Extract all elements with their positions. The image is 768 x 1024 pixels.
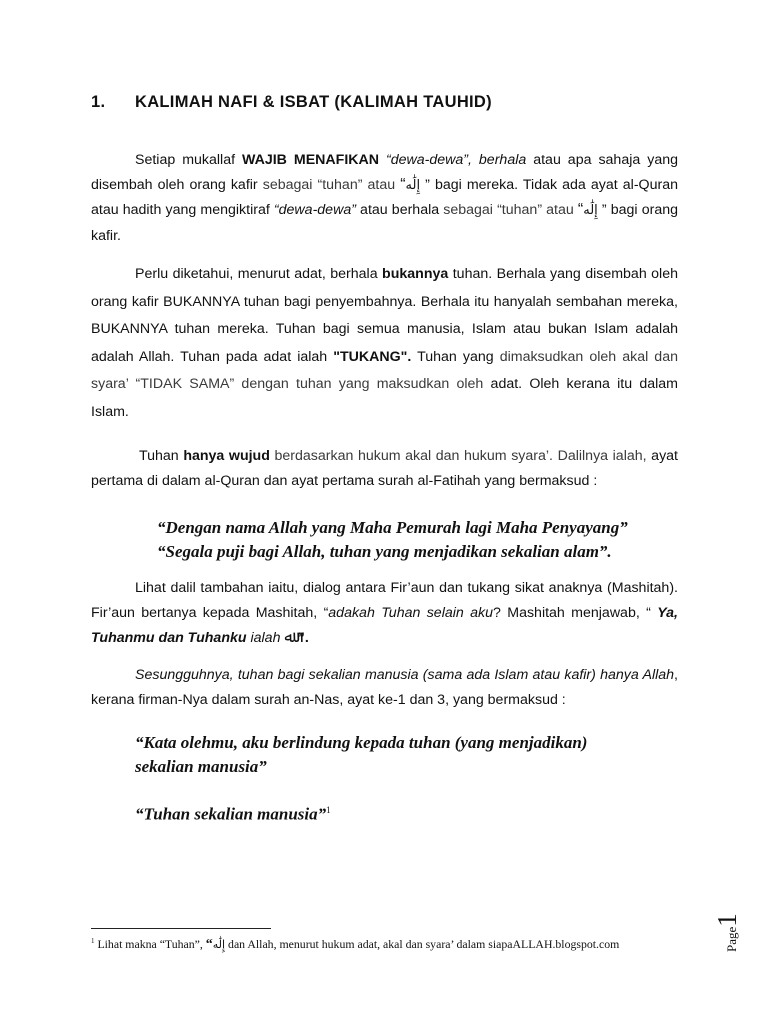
paragraph-4 <box>91 576 678 651</box>
page-number-marker <box>712 913 743 952</box>
p2-bold-bukannya: bukannya <box>382 266 449 282</box>
p1-text-k: sebagai “tuhan” atau <box>443 202 578 218</box>
quote-block-2 <box>135 731 587 779</box>
quote-an-nas-3: “Tuhan sekalian manusia” <box>135 804 327 824</box>
quote-an-nas-1-line2: sekalian manusia” <box>135 757 267 776</box>
p1-text-n: ” bagi orang kafir. <box>91 202 678 244</box>
section-title: KALIMAH NAFI & ISBAT (KALIMAH TAUHID) <box>135 93 492 111</box>
p4-text-c: ? Mashitah menjawab, “ <box>493 604 658 621</box>
p1-text-j: atau berhala <box>355 202 444 218</box>
p3-text-d: ayat pertama di dalam al-Quran dan ayat pertama surah al-Fatihah yang bermaksud : <box>91 448 678 489</box>
page-label: Page <box>724 926 739 952</box>
p4-text-a: Lihat dalil tambahan iaitu, dialog antara Fir’aun dan tukang sikat anaknya (Mashitah). Fir’aun bertanya kepada Mashitah, “ <box>91 580 678 621</box>
footnote-reference: 1 <box>326 805 331 815</box>
footnote-arabic-ilah: إِلَٰه <box>212 938 226 951</box>
p1-text-d: atau apa sahaja yang disembah oleh orang kafir <box>91 152 678 193</box>
paragraph-2 <box>91 261 678 426</box>
p1-bold-wajib: WAJIB MENAFIKAN <box>242 152 380 168</box>
p2-text-c: tuhan. Berhala yang disembah oleh orang kafir BUKANNYA tuhan bagi penyembahnya. Berhala itu hanyalah sembahan mereka, BUKANNYA tuhan mereka. Tuhan bagi semua manusia, Islam atau bukan Islam adalah adalah Allah. Tuhan pada adat ialah <box>91 266 678 365</box>
footnote-separator <box>91 928 271 929</box>
p4-italic-question: adakah Tuhan selain aku <box>328 604 494 621</box>
page-number: 1 <box>712 913 742 927</box>
p4-bold-italic-answer: Ya, Tuhanmu dan Tuhanku <box>91 604 678 646</box>
quote-block-1 <box>157 516 628 564</box>
p5-italic-text: Sesungguhnya, tuhan bagi sekalian manusia (sama ada Islam atau kafir) hanya Allah <box>135 667 675 683</box>
quote-block-3 <box>135 798 331 827</box>
quote-an-nas-1-line1: “Kata olehmu, aku berlindung kepada tuhan (yang menjadikan) <box>135 733 588 752</box>
p2-bold-tukang: "TUKANG". <box>333 348 412 365</box>
p3-bold-hanya-wujud: hanya wujud <box>183 448 270 464</box>
quote-hamdalah: “Segala puji bagi Allah, tuhan yang menjadikan sekalian alam”. <box>157 542 612 561</box>
p5-text-b: , kerana firman-Nya dalam surah an-Nas, ayat ke-1 dan 3, yang bermaksud : <box>91 667 678 708</box>
arabic-allah: ﷲ <box>284 627 294 646</box>
p2-text-a: Perlu diketahui, menurut adat, berhala <box>135 266 383 282</box>
p1-italic-dewa-2: “dewa-dewa” <box>273 202 356 218</box>
arabic-ilah-1: إِلَٰه <box>405 177 421 193</box>
footnote <box>91 937 619 953</box>
footnote-text-d: dan Allah, menurut hukum adat, akal dan syara’ dalam siapaALLAH.blogspot.com <box>225 937 620 951</box>
footnote-mark: 1 <box>91 937 95 946</box>
p1-text-h: ” bagi mereka. Tidak ada ayat al-Quran atau hadith yang mengiktiraf <box>91 176 678 218</box>
p1-italic-dewa: “dewa-dewa”, berhala <box>379 152 527 168</box>
p2-text-g: adat. Oleh kerana itu dalam Islam. <box>91 376 678 420</box>
footnote-text-a: Lihat makna “Tuhan”, <box>94 937 206 951</box>
p2-text-f: dimaksudkan oleh akal dan syara’ “TIDAK SAMA” dengan tuhan yang maksudkan oleh <box>91 348 678 392</box>
p1-quote-open-2: “ <box>577 201 584 218</box>
p1-text-a: Setiap mukallaf <box>135 152 242 168</box>
p3-text-c: berdasarkan hukum akal dan hukum syara’. Dalilnya ialah, <box>269 448 647 464</box>
p1-text-e: sebagai “tuhan” atau <box>262 176 401 193</box>
p4-quote-close: ”. <box>293 630 309 646</box>
p3-text-a: Tuhan <box>139 448 184 464</box>
p4-italic-ialah: ialah <box>246 630 285 646</box>
quote-basmalah: “Dengan nama Allah yang Maha Pemurah lagi Maha Penyayang” <box>157 518 628 537</box>
section-heading <box>91 93 492 112</box>
paragraph-5 <box>91 663 678 712</box>
paragraph-3 <box>91 444 678 493</box>
p1-quote-open: “ <box>400 175 406 193</box>
section-number: 1. <box>91 93 106 111</box>
paragraph-1 <box>91 148 678 248</box>
p2-text-e: Tuhan yang <box>411 348 500 365</box>
arabic-ilah-2: إِلَٰه <box>583 203 598 218</box>
footnote-quote-open: “ <box>205 937 213 952</box>
